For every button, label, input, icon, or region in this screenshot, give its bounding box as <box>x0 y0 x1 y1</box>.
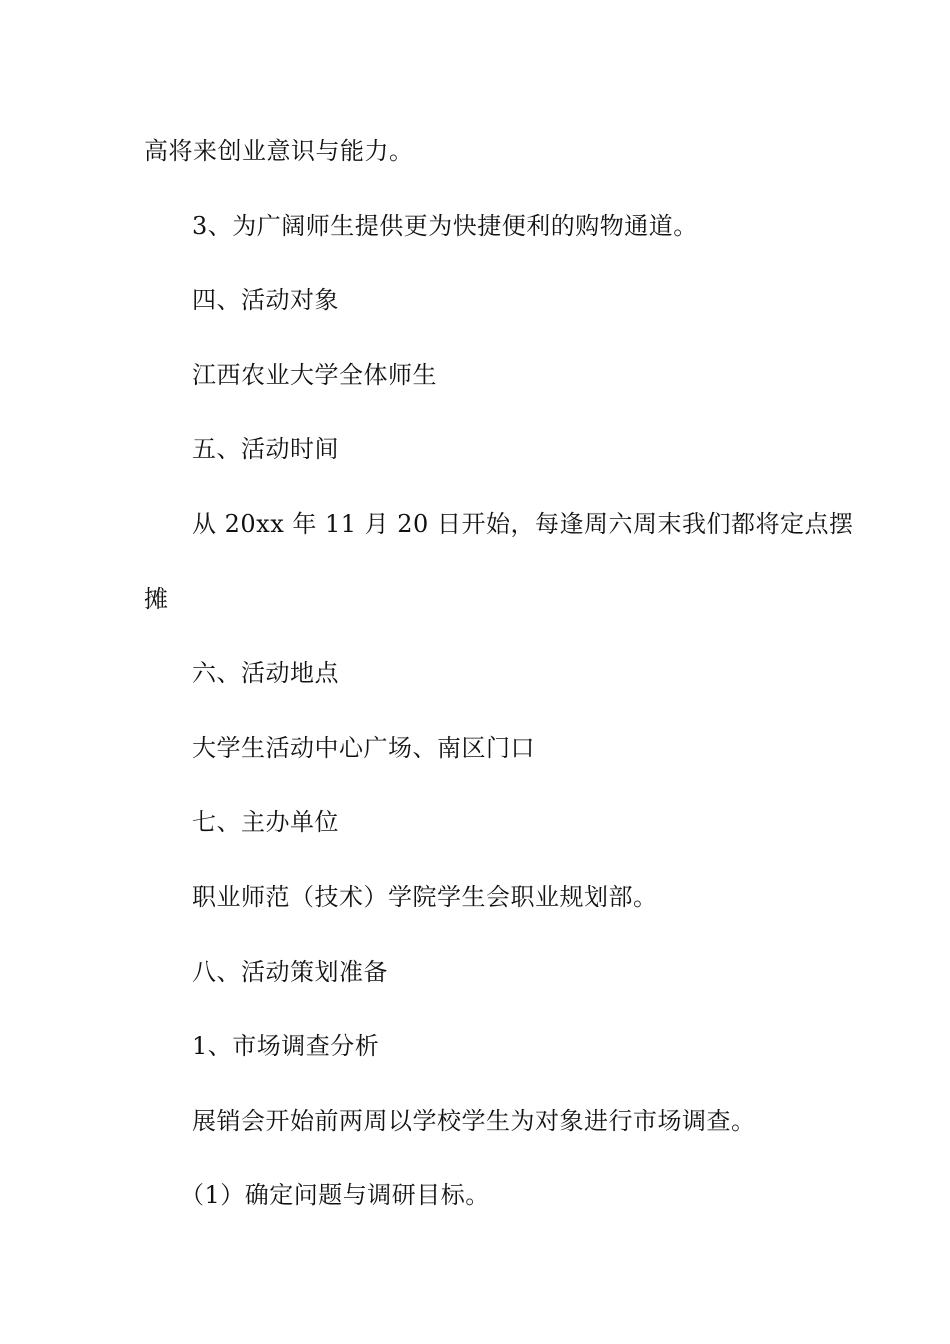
list-item-3: 3、为广阔师生提供更为快捷便利的购物通道。 <box>192 212 698 240</box>
section-heading-5: 五、活动时间 <box>192 435 339 463</box>
section-heading-8: 八、活动策划准备 <box>192 958 388 986</box>
section-heading-4: 四、活动对象 <box>192 286 339 314</box>
paragraph-time: 从 20xx 年 11 月 20 日开始，每逢周六周末我们都将定点摆 <box>192 510 854 538</box>
paragraph-location: 大学生活动中心广场、南区门口 <box>192 734 535 762</box>
paragraph-market-survey: 展销会开始前两周以学校学生为对象进行市场调查。 <box>192 1107 756 1135</box>
section-heading-7: 七、主办单位 <box>192 808 339 836</box>
paragraph-time-continuation: 摊 <box>144 585 169 613</box>
section-heading-6: 六、活动地点 <box>192 659 339 687</box>
list-item-paren-1: （1）确定问题与调研目标。 <box>180 1181 490 1209</box>
paragraph-organizer: 职业师范（技术）学院学生会职业规划部。 <box>192 883 658 911</box>
subsection-heading-1: 1、市场调查分析 <box>192 1032 380 1060</box>
paragraph-continuation: 高将来创业意识与能力。 <box>144 137 414 165</box>
paragraph-target: 江西农业大学全体师生 <box>192 361 437 389</box>
